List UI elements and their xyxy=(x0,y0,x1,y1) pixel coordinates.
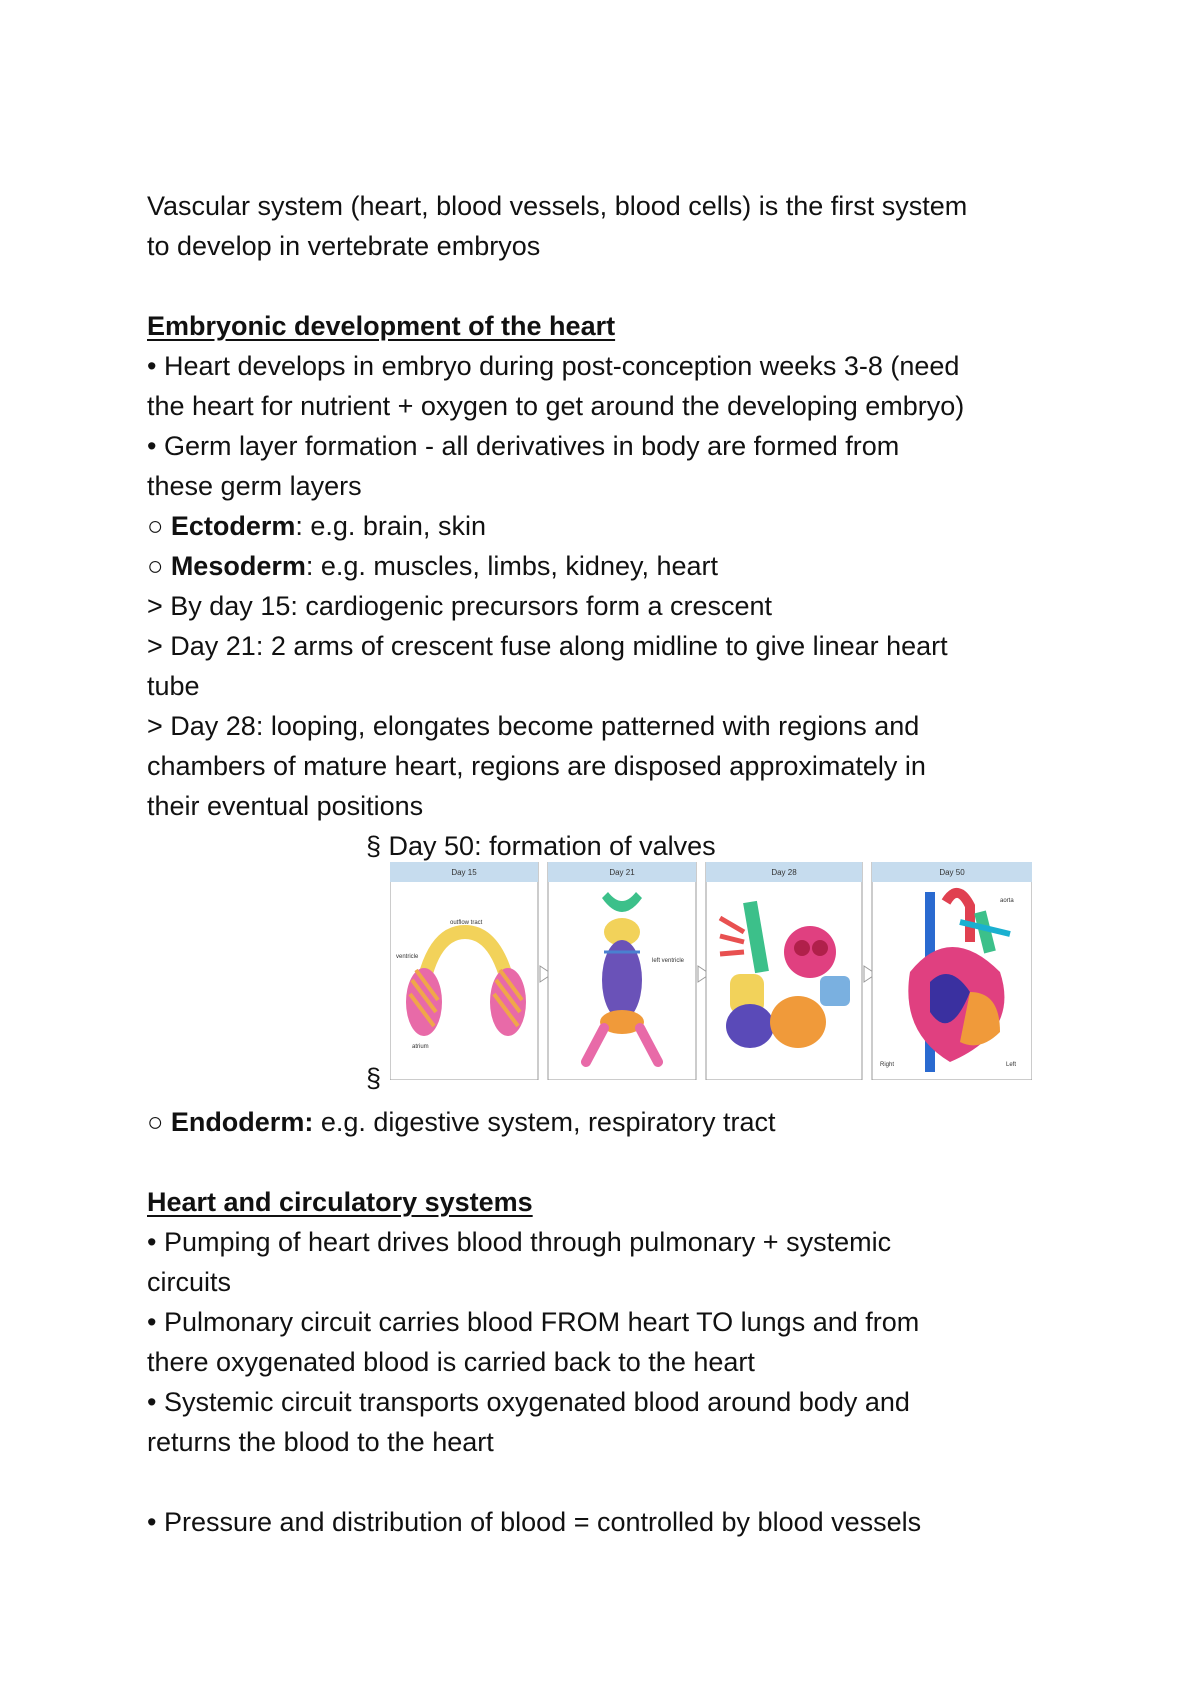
bullet-systemic-2: returns the blood to the heart xyxy=(147,1427,494,1457)
bullet-pulmonary-1: • Pulmonary circuit carries blood FROM heart TO lungs and from xyxy=(147,1307,920,1337)
point-day-50: § Day 50: formation of valves xyxy=(366,831,716,861)
svg-text:atrium: atrium xyxy=(412,1044,429,1050)
section-mark: § xyxy=(366,1063,382,1093)
svg-text:aorta: aorta xyxy=(1000,898,1014,904)
point-day-21-2: tube xyxy=(147,671,200,701)
svg-text:ventricle: ventricle xyxy=(396,954,419,960)
bullet-heart-develops-2: the heart for nutrient + oxygen to get around the developing embryo) xyxy=(147,391,965,421)
svg-text:Right: Right xyxy=(880,1062,895,1068)
svg-text:outflow tract: outflow tract xyxy=(450,920,483,926)
circle-marker: ○ xyxy=(147,1107,171,1137)
sub-bullet-mesoderm xyxy=(147,546,718,586)
bullet-germ-layer-1: • Germ layer formation - all derivatives in body are formed from xyxy=(147,431,900,461)
panel-label-day-15: Day 15 xyxy=(451,868,477,877)
sub-bullet-endoderm xyxy=(147,1102,776,1142)
bullet-germ-layer-2: these germ layers xyxy=(147,471,362,501)
heart-development-figure xyxy=(390,862,1032,1080)
mesoderm-examples: : e.g. muscles, limbs, kidney, heart xyxy=(305,551,719,581)
point-day-15: > By day 15: cardiogenic precursors form a crescent xyxy=(147,591,773,621)
point-day-28-1: > Day 28: looping, elongates become patterned with regions and xyxy=(147,711,920,741)
intro-line-2: to develop in vertebrate embryos xyxy=(147,231,541,261)
endoderm-examples: e.g. digestive system, respiratory tract xyxy=(313,1107,776,1137)
point-day-28-3: their eventual positions xyxy=(147,791,424,821)
panel-label-day-28: Day 28 xyxy=(771,868,797,877)
ectoderm-examples: : e.g. brain, skin xyxy=(295,511,486,541)
panel-label-day-21: Day 21 xyxy=(609,868,635,877)
bullet-pumping-1: • Pumping of heart drives blood through pulmonary + systemic xyxy=(147,1227,892,1257)
mesoderm-term: Mesoderm xyxy=(170,551,306,581)
point-day-21-1: > Day 21: 2 arms of crescent fuse along midline to give linear heart xyxy=(147,631,948,661)
panel-day-21 xyxy=(548,862,696,1080)
bullet-systemic-1: • Systemic circuit transports oxygenated blood around body and xyxy=(147,1387,910,1417)
section-heading-embryonic: Embryonic development of the heart xyxy=(147,311,616,341)
bullet-pumping-2: circuits xyxy=(147,1267,232,1297)
bullet-pulmonary-2: there oxygenated blood is carried back to the heart xyxy=(147,1347,755,1377)
point-day-28-2: chambers of mature heart, regions are disposed approximately in xyxy=(147,751,926,781)
bullet-heart-develops-1: • Heart develops in embryo during post-conception weeks 3-8 (need xyxy=(147,351,960,381)
circle-marker: ○ xyxy=(147,551,171,581)
svg-text:left ventricle: left ventricle xyxy=(652,958,685,964)
bullet-pressure: • Pressure and distribution of blood = controlled by blood vessels xyxy=(147,1507,922,1537)
svg-text:Left: Left xyxy=(1006,1062,1017,1068)
section-heading-circulatory: Heart and circulatory systems xyxy=(147,1187,533,1217)
panel-day-15 xyxy=(390,862,538,1080)
endoderm-term: Endoderm: xyxy=(170,1107,314,1137)
panel-day-28 xyxy=(706,862,862,1080)
panel-day-50 xyxy=(872,862,1032,1080)
panel-label-day-50: Day 50 xyxy=(939,868,965,877)
intro-line-1: Vascular system (heart, blood vessels, blood cells) is the first system xyxy=(147,191,968,221)
sub-bullet-ectoderm xyxy=(147,506,486,546)
ectoderm-term: Ectoderm xyxy=(170,511,296,541)
circle-marker: ○ xyxy=(147,511,171,541)
